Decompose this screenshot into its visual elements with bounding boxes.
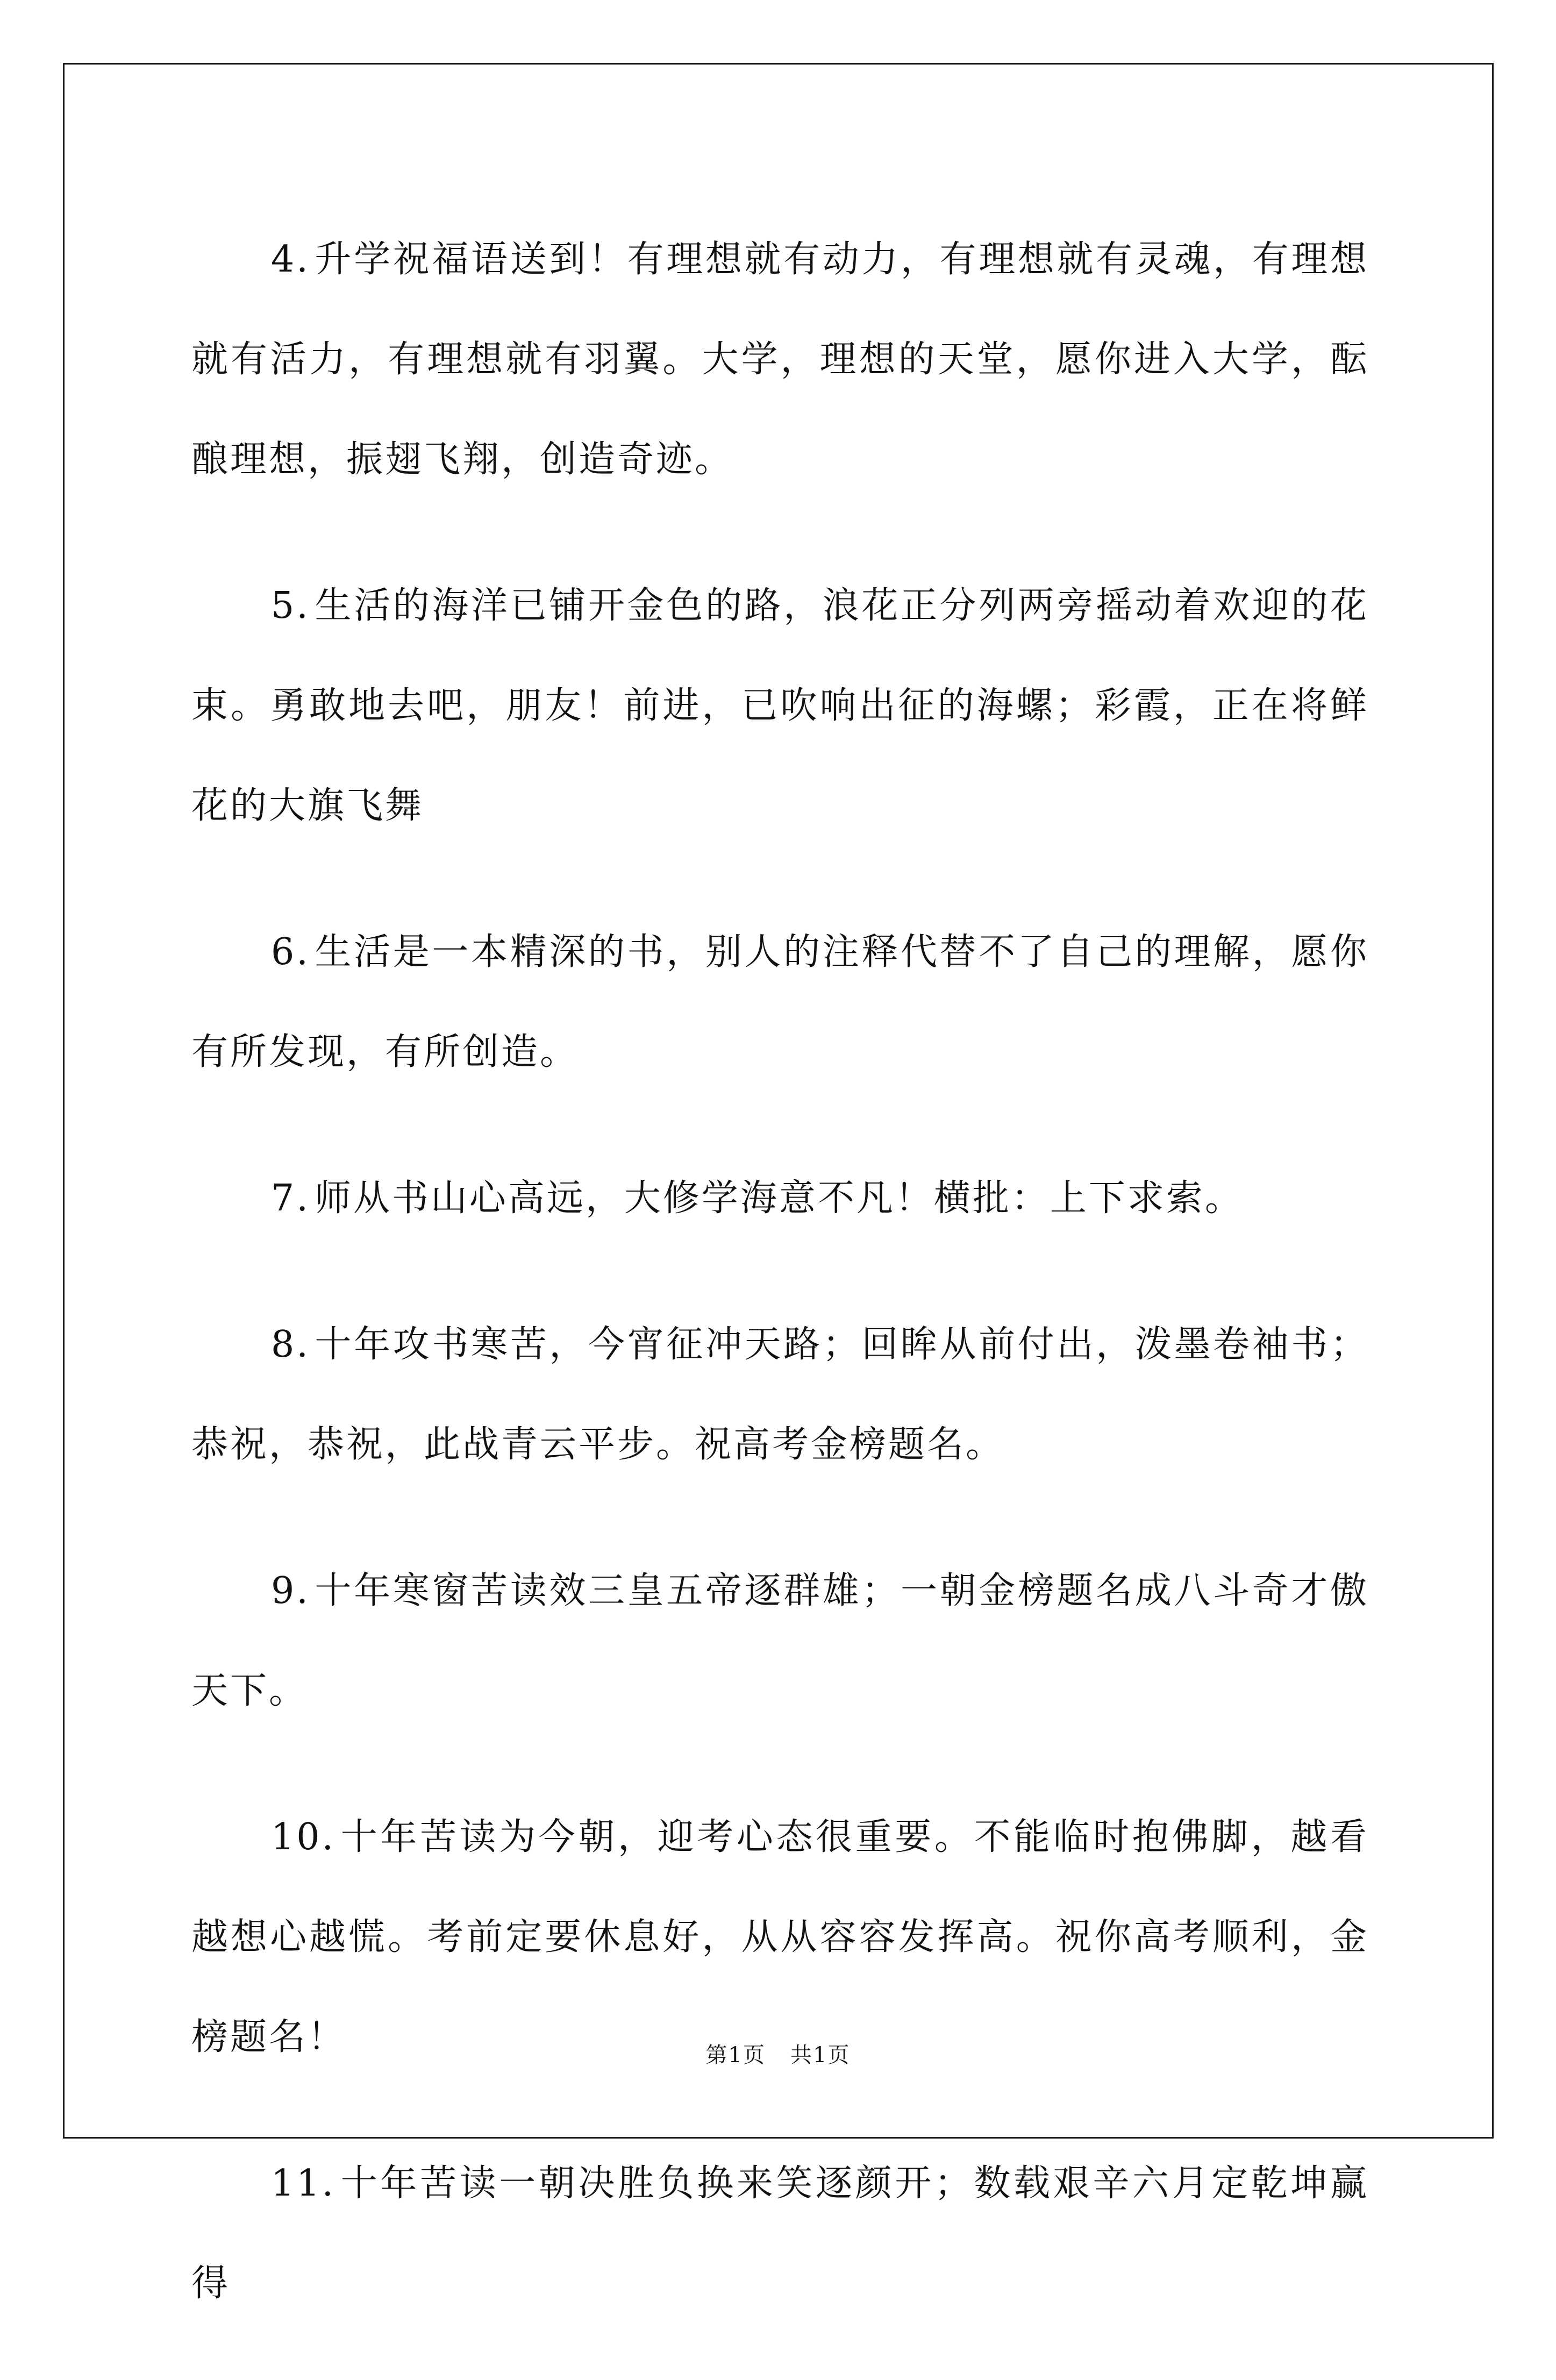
paragraph-number: 11. (271, 2162, 336, 2205)
paragraph-number: 7. (271, 1177, 310, 1220)
paragraph-4 (191, 210, 1369, 510)
paragraph-number: 8. (271, 1323, 310, 1366)
paragraph-number: 9. (271, 1570, 310, 1612)
paragraph-number: 10. (271, 1816, 336, 1858)
paragraph-number: 4. (271, 238, 310, 281)
paragraph-7 (191, 1149, 1369, 1249)
paragraph-text: 生活的海洋已铺开金色的路，浪花正分列两旁摇动着欢迎的花束。勇敢地去吧，朋友！前进，已吹响出征的海螺；彩霞，正在将鲜花的大旗飞舞 (191, 585, 1369, 827)
paragraph-text: 生活是一本精深的书，别人的注释代替不了自己的理解，愿你有所发现，有所创造。 (191, 931, 1369, 1073)
paragraph-text: 十年攻书寒苦，今宵征冲天路；回眸从前付出，泼墨卷袖书；恭祝，恭祝，此战青云平步。祝高考金榜题名。 (191, 1323, 1369, 1466)
paragraph-number: 5. (271, 585, 310, 627)
paragraph-text: 师从书山心高远，大修学海意不凡！横批：上下求索。 (314, 1177, 1244, 1220)
paragraph-text: 十年苦读为今朝，迎考心态很重要。不能临时抱佛脚，越看越想心越慌。考前定要休息好，从从容容发挥高。祝你高考顺利，金榜题名！ (191, 1816, 1369, 2058)
paragraph-5 (191, 556, 1369, 856)
paragraph-9 (191, 1541, 1369, 1741)
paragraph-text: 升学祝福语送到！有理想就有动力，有理想就有灵魂，有理想就有活力，有理想就有羽翼。大学，理想的天堂，愿你进入大学，酝酿理想，振翅飞翔，创造奇迹。 (191, 238, 1369, 481)
paragraph-text: 十年苦读一朝决胜负换来笑逐颜开；数载艰辛六月定乾坤赢得 (191, 2162, 1369, 2305)
page-number-label: 第1页 (705, 2043, 766, 2068)
paragraph-11 (191, 2134, 1369, 2334)
page-footer (0, 2038, 1556, 2069)
paragraph-number: 6. (271, 931, 310, 973)
paragraph-8 (191, 1295, 1369, 1495)
paragraph-text: 十年寒窗苦读效三皇五帝逐群雄；一朝金榜题名成八斗奇才傲天下。 (191, 1570, 1369, 1712)
paragraph-6 (191, 902, 1369, 1102)
total-pages-label: 共1页 (790, 2043, 851, 2068)
